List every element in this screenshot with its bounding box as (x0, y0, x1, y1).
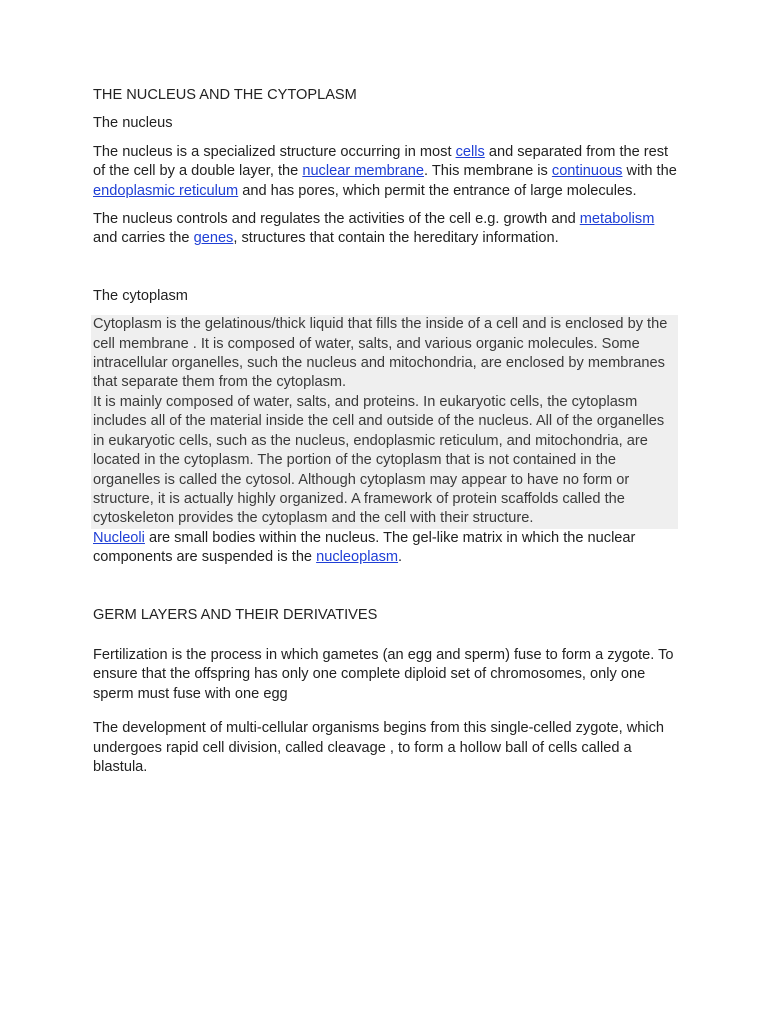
section-title-nucleus-cytoplasm: THE NUCLEUS AND THE CYTOPLASM (93, 87, 357, 103)
paragraph-cytoplasm-composition: It is mainly composed of water, salts, and proteins. In eukaryotic cells, the cytoplasm includes all of the material inside the cell and outside of the nucleus. All of the organelles in eukaryotic cells, such as the nucleus, endoplasmic reticulum, and mitochondria, are located in the cytoplasm. The portion of the cytoplasm that is not contained in the organelles is called the cytosol. Although cytoplasm may appear to have no form or structure, it is actually highly organized. A framework of protein scaffolds called the cytoskeleton provides the cytoplasm and the cell with their structure. (93, 393, 665, 527)
text-run: and carries the (93, 230, 194, 247)
link-endoplasmic-reticulum[interactable]: endoplasmic reticulum (93, 182, 239, 199)
shaded-block-cytoplasm (91, 315, 678, 528)
text-run: and separated from the rest of the cell by a double layer, the (93, 143, 669, 180)
text-run: are small bodies within the nucleus. The gel-like matrix in which the nuclear components are suspended is the (93, 529, 636, 566)
link-nucleoplasm[interactable]: nucleoplasm (316, 549, 399, 566)
text-run: . This membrane is (424, 163, 552, 180)
paragraph-nucleus-function (93, 210, 678, 249)
link-nuclear-membrane[interactable]: nuclear membrane (302, 163, 425, 180)
subheading-nucleus: The nucleus (93, 115, 173, 132)
text-run: , structures that contain the hereditary information. (233, 230, 559, 247)
text-run: The nucleus controls and regulates the activities of the cell e.g. growth and (93, 211, 580, 228)
link-cells[interactable]: cells (455, 143, 485, 160)
paragraph-development: The development of multi-cellular organisms begins from this single-celled zygote, which undergoes rapid cell division, called cleavage , to form a hollow ball of cells called a blastula. (93, 720, 665, 775)
link-nucleoli[interactable]: Nucleoli (93, 529, 145, 546)
document-page (93, 86, 678, 777)
section-title-germ-layers: GERM LAYERS AND THEIR DERIVATIVES (93, 606, 378, 623)
link-metabolism[interactable]: metabolism (579, 211, 655, 228)
link-continuous[interactable]: continuous (551, 163, 623, 180)
subheading-cytoplasm: The cytoplasm (93, 287, 188, 304)
paragraph-nucleus-definition (93, 143, 678, 201)
paragraph-fertilization: Fertilization is the process in which gametes (an egg and sperm) fuse to form a zygote. To ensure that the offspring has only one complete diploid set of chromosomes, only one sperm must fuse with one egg (93, 646, 674, 702)
paragraph-cytoplasm-definition: Cytoplasm is the gelatinous/thick liquid that fills the inside of a cell and is enclosed by the cell membrane . It is composed of water, salts, and various organic molecules. Some intracellular organelles, such the nucleus and mitochondria, are enclosed by membranes that separate them from the cytoplasm. (93, 316, 668, 391)
link-genes[interactable]: genes (193, 230, 234, 247)
text-run: The nucleus is a specialized structure occurring in most (93, 143, 456, 160)
text-run: and has pores, which permit the entrance of large molecules. (238, 182, 637, 199)
text-run: with the (622, 163, 677, 180)
text-run: . (398, 549, 403, 566)
paragraph-nucleoli (93, 529, 678, 568)
